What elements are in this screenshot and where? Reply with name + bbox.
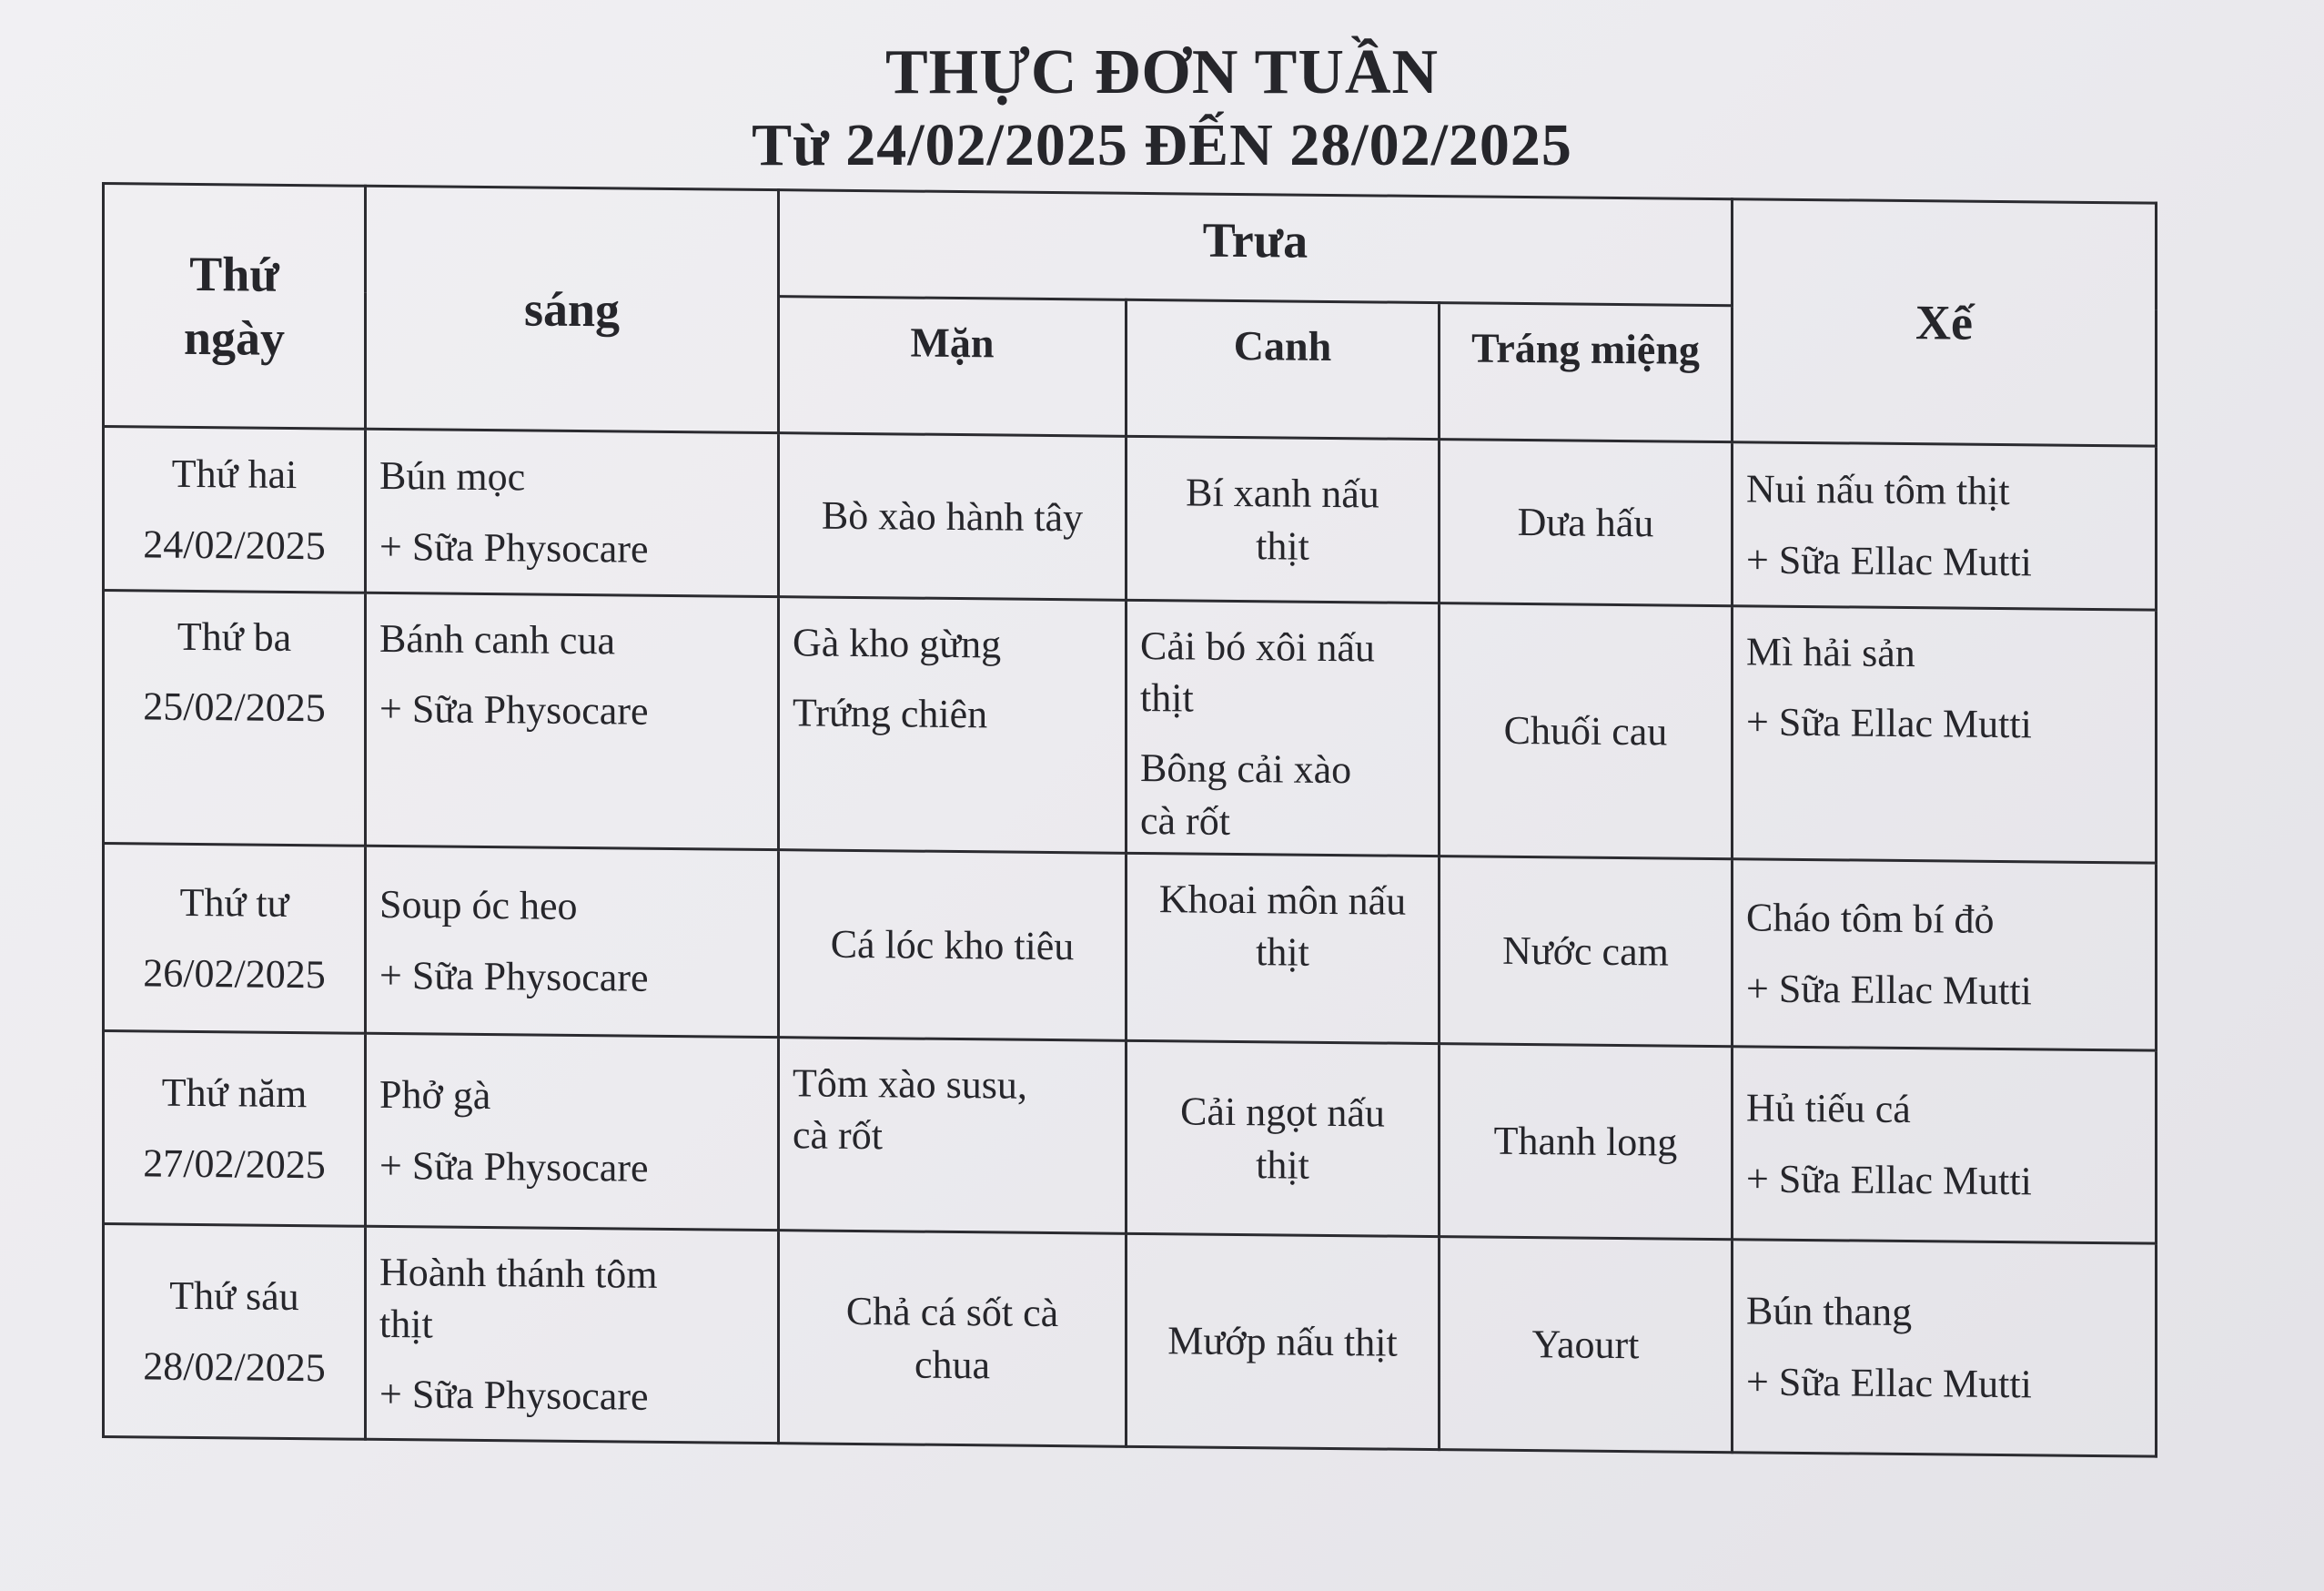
canh-item: Cải ngọt nấu <box>1180 1089 1385 1136</box>
sang-item: Soup óc heo <box>379 882 578 929</box>
table-row <box>104 1224 2157 1457</box>
cell-trang-mieng: Thanh long <box>1440 1044 1733 1240</box>
man-item: chua <box>914 1342 991 1387</box>
xe-item: Hủ tiếu cá <box>1746 1085 1911 1132</box>
table-row <box>104 1031 2157 1244</box>
canh-item: Khoai môn nấu <box>1158 877 1407 924</box>
table-row <box>104 844 2157 1051</box>
header-man: Mặn <box>779 297 1127 437</box>
cell-xe <box>1733 1047 2157 1243</box>
canh-item: Bông cải xào <box>1140 745 1352 793</box>
xe-item: + Sữa Ellac Mutti <box>1746 536 2032 584</box>
header-trua: Trưa <box>779 190 1733 306</box>
cell-trang-mieng: Yaourt <box>1440 1237 1733 1453</box>
cell-canh <box>1127 600 1440 856</box>
xe-item: Cháo tôm bí đỏ <box>1746 895 1995 943</box>
canh-item: thịt <box>1256 1141 1309 1188</box>
cell-trang-mieng: Nước cam <box>1440 856 1733 1047</box>
sang-item: + Sữa Physocare <box>379 1142 649 1191</box>
cell-sang <box>366 593 779 849</box>
date-label: 25/02/2025 <box>143 684 326 731</box>
man-item: Gà kho gừng <box>793 620 1002 667</box>
sang-item: + Sữa Physocare <box>379 1372 649 1419</box>
header-row-1 <box>104 184 2157 310</box>
cell-xe <box>1733 859 2157 1050</box>
cell-man <box>779 597 1127 854</box>
cell-canh <box>1127 1040 1440 1236</box>
header-trang-mieng: Tráng miệng <box>1440 303 1733 442</box>
xe-item: + Sữa Ellac Mutti <box>1746 965 2032 1013</box>
day-label: Thứ năm <box>161 1069 308 1117</box>
cell-xe <box>1733 606 2157 863</box>
date-label: 27/02/2025 <box>143 1140 326 1187</box>
sang-item: Hoành thánh tôm <box>379 1249 658 1297</box>
xe-item: + Sữa Ellac Mutti <box>1746 1155 2032 1203</box>
cell-xe <box>1733 1240 2157 1456</box>
canh-item: thịt <box>1140 675 1194 721</box>
cell-day <box>104 591 366 846</box>
cell-trang-mieng: Dưa hấu <box>1440 440 1733 606</box>
cell-trang-mieng: Chuối cau <box>1440 603 1733 859</box>
cell-canh <box>1127 436 1440 603</box>
weekly-menu-table <box>102 182 2157 1458</box>
cell-sang <box>366 1033 779 1230</box>
canh-item: Mướp nấu thịt <box>1167 1318 1398 1365</box>
man-item: Tôm xào susu, <box>793 1060 1027 1108</box>
date-label: 24/02/2025 <box>143 521 326 568</box>
header-ngay: ngày <box>183 309 286 366</box>
sang-item: Bún mọc <box>379 453 526 500</box>
canh-item: thịt <box>1256 522 1309 569</box>
sang-item: Phở gà <box>379 1072 491 1119</box>
cell-man <box>779 850 1127 1041</box>
xe-item: Mì hải sản <box>1746 629 1915 676</box>
page-subtitle: Từ 24/02/2025 ĐẾN 28/02/2025 <box>752 112 1572 178</box>
day-label: Thứ sáu <box>169 1273 299 1320</box>
day-label: Thứ ba <box>177 613 292 660</box>
cell-man <box>779 433 1127 601</box>
cell-day <box>104 427 366 593</box>
header-thu: Thứ <box>189 246 279 302</box>
table-row <box>104 591 2157 864</box>
cell-day <box>104 1031 366 1227</box>
header-xe: Xế <box>1733 199 2157 446</box>
man-item: Trứng chiên <box>793 690 988 737</box>
date-label: 28/02/2025 <box>143 1343 326 1390</box>
cell-canh <box>1127 1233 1440 1449</box>
canh-item: cà rốt <box>1140 797 1230 844</box>
sang-item: + Sữa Physocare <box>379 686 649 734</box>
sang-item: + Sữa Physocare <box>379 952 649 1000</box>
cell-day <box>104 844 366 1034</box>
cell-canh <box>1127 853 1440 1043</box>
header-sang: sáng <box>366 186 779 432</box>
sang-item: Bánh canh cua <box>379 615 615 664</box>
day-label: Thứ hai <box>171 451 298 498</box>
man-item: cà rốt <box>793 1112 883 1159</box>
cell-man <box>779 1038 1127 1234</box>
xe-item: + Sữa Ellac Mutti <box>1746 1358 2032 1406</box>
cell-day <box>104 1224 366 1440</box>
cell-sang <box>366 846 779 1037</box>
header-canh: Canh <box>1127 299 1440 439</box>
cell-man <box>779 1231 1127 1447</box>
sang-item: + Sữa Physocare <box>379 523 649 572</box>
header-thu-ngay <box>104 184 366 430</box>
date-label: 26/02/2025 <box>143 949 326 997</box>
cell-xe <box>1733 442 2157 610</box>
page-title: THỰC ĐƠN TUẦN <box>884 37 1440 107</box>
man-item: Bò xào hành tây <box>821 492 1084 541</box>
man-item: Chả cá sốt cà <box>845 1289 1059 1336</box>
canh-item: thịt <box>1256 929 1309 975</box>
xe-item: Nui nấu tôm thịt <box>1746 466 2010 514</box>
xe-item: + Sữa Ellac Mutti <box>1746 699 2032 747</box>
cell-sang <box>366 429 779 596</box>
sang-item: thịt <box>379 1301 433 1347</box>
xe-item: Bún thang <box>1746 1288 1913 1335</box>
day-label: Thứ tư <box>179 880 289 927</box>
table-row <box>104 427 2157 611</box>
cell-sang <box>366 1226 779 1443</box>
canh-item: Bí xanh nấu <box>1186 470 1379 517</box>
man-item: Cá lóc kho tiêu <box>830 921 1075 969</box>
canh-item: Cải bó xôi nấu <box>1140 623 1375 671</box>
